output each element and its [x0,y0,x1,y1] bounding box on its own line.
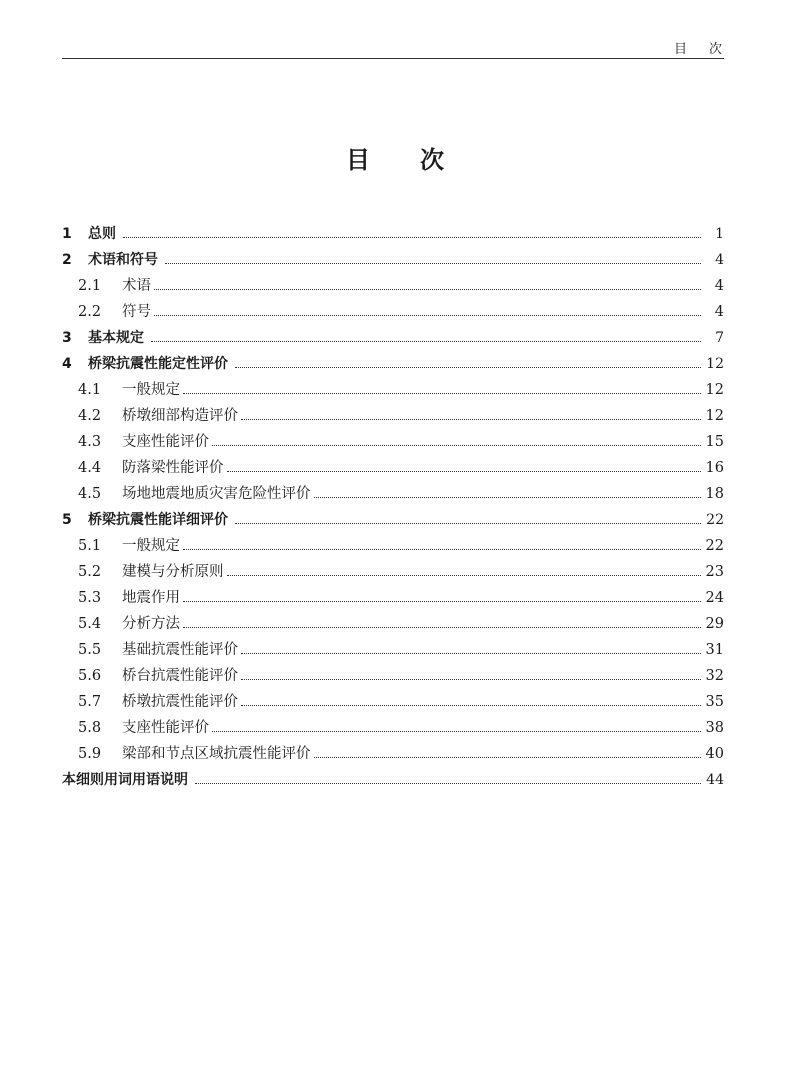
toc-entry[interactable] [62,325,724,351]
toc-entry[interactable] [62,351,724,377]
dot-leader [314,757,702,758]
toc-entry[interactable] [62,273,724,299]
toc-entry-page: 35 [705,694,724,710]
toc-entry-label: 基础抗震性能评价 [122,642,238,658]
dot-leader [241,419,701,420]
toc-entry-number: 5.9 [78,746,102,762]
toc-entry-page: 12 [705,382,724,398]
toc-entry-page: 44 [706,772,724,788]
toc-entry-page: 22 [705,538,724,554]
toc-entry-number: 2.2 [78,304,102,320]
toc-entry-label: 基本规定 [88,330,144,346]
dot-leader [183,601,701,602]
toc-entry-number: 3 [62,330,72,346]
dot-leader [235,523,701,524]
toc-entry-label: 一般规定 [122,382,180,398]
dot-leader [227,471,702,472]
toc-entry-number: 4.4 [78,460,102,476]
toc-entry[interactable] [62,481,724,507]
dot-leader [154,315,701,316]
toc-entry-label: 术语 [122,278,151,294]
toc-entry[interactable] [62,689,724,715]
toc-entry-page: 15 [705,434,724,450]
toc-entry-number: 5.1 [78,538,102,554]
toc-entry-number: 4.1 [78,382,102,398]
dot-leader [241,705,701,706]
toc-entry-page: 12 [705,408,724,424]
toc-entry-number: 5.5 [78,642,102,658]
toc-entry-number: 5.4 [78,616,102,632]
toc-entry[interactable] [62,637,724,663]
toc-entry-number: 5.2 [78,564,102,580]
toc-entry[interactable] [62,377,724,403]
dot-leader [235,367,701,368]
dot-leader [227,575,702,576]
toc-entry-number: 4.5 [78,486,102,502]
toc-entry[interactable] [62,403,724,429]
running-header-title: 目次 [673,42,744,57]
toc-entry-label: 桥梁抗震性能定性评价 [88,356,228,372]
toc-entry-number: 2 [62,252,72,268]
toc-entry-number: 4.3 [78,434,102,450]
toc-entry-label: 梁部和节点区域抗震性能评价 [122,746,311,762]
toc-entry-page: 32 [705,668,724,684]
toc-entry-label: 防落梁性能评价 [122,460,224,476]
toc-entry[interactable] [62,221,724,247]
toc-entry-label: 本细则用词用语说明 [62,772,188,788]
toc-entry-label: 场地地震地质灾害危险性评价 [122,486,311,502]
toc-entry-number: 1 [62,226,72,242]
toc-entry-page: 38 [705,720,724,736]
toc-entry-page: 1 [715,226,724,242]
toc-entry-label: 分析方法 [122,616,180,632]
toc-entry-number: 4 [62,356,72,372]
toc-entry[interactable] [62,611,724,637]
toc-entry-label: 桥台抗震性能评价 [122,668,238,684]
table-of-contents [62,221,724,793]
dot-leader [314,497,702,498]
toc-entry[interactable] [62,767,724,793]
dot-leader [151,341,701,342]
toc-entry[interactable] [62,559,724,585]
toc-entry-page: 24 [705,590,724,606]
toc-entry-page: 16 [705,460,724,476]
toc-entry-number: 5.6 [78,668,102,684]
toc-entry-label: 术语和符号 [88,252,158,268]
dot-leader [195,783,701,784]
toc-entry-label: 桥梁抗震性能详细评价 [88,512,228,528]
toc-entry-page: 4 [715,252,724,268]
dot-leader [154,289,701,290]
toc-entry-number: 5.3 [78,590,102,606]
toc-entry-label: 一般规定 [122,538,180,554]
toc-entry-page: 29 [705,616,724,632]
toc-entry-number: 2.1 [78,278,102,294]
dot-leader [183,549,701,550]
toc-entry[interactable] [62,533,724,559]
toc-entry-page: 7 [715,330,724,346]
dot-leader [165,263,701,264]
toc-entry-label: 支座性能评价 [122,720,209,736]
toc-entry-page: 40 [705,746,724,762]
toc-entry[interactable] [62,663,724,689]
toc-entry[interactable] [62,585,724,611]
toc-entry-label: 支座性能评价 [122,434,209,450]
dot-leader [183,393,701,394]
running-header [62,38,744,59]
toc-entry-label: 地震作用 [122,590,180,606]
toc-entry-number: 5 [62,512,72,528]
toc-entry-label: 符号 [122,304,151,320]
toc-entry-page: 4 [714,278,724,294]
toc-entry-label: 总则 [88,226,116,242]
toc-entry-page: 18 [705,486,724,502]
toc-entry-number: 5.7 [78,694,102,710]
toc-entry[interactable] [62,507,724,533]
dot-leader [212,445,701,446]
toc-entry[interactable] [62,247,724,273]
toc-entry-number: 5.8 [78,720,102,736]
toc-entry-page: 31 [705,642,724,658]
toc-entry-page: 23 [705,564,724,580]
toc-entry-label: 建模与分析原则 [122,564,224,580]
toc-entry-label: 桥墩抗震性能评价 [122,694,238,710]
toc-entry-page: 4 [714,304,724,320]
toc-entry-page: 12 [706,356,724,372]
dot-leader [212,731,701,732]
dot-leader [241,679,701,680]
toc-entry[interactable] [62,455,724,481]
toc-entry[interactable] [62,715,724,741]
toc-entry-page: 22 [706,512,724,528]
toc-entry-number: 4.2 [78,408,102,424]
toc-entry[interactable] [62,299,724,325]
toc-entry-label: 桥墩细部构造评价 [122,408,238,424]
toc-entry[interactable] [62,429,724,455]
dot-leader [123,237,701,238]
dot-leader [183,627,701,628]
toc-entry[interactable] [62,741,724,767]
dot-leader [241,653,701,654]
page-title: 目次 [346,146,494,174]
